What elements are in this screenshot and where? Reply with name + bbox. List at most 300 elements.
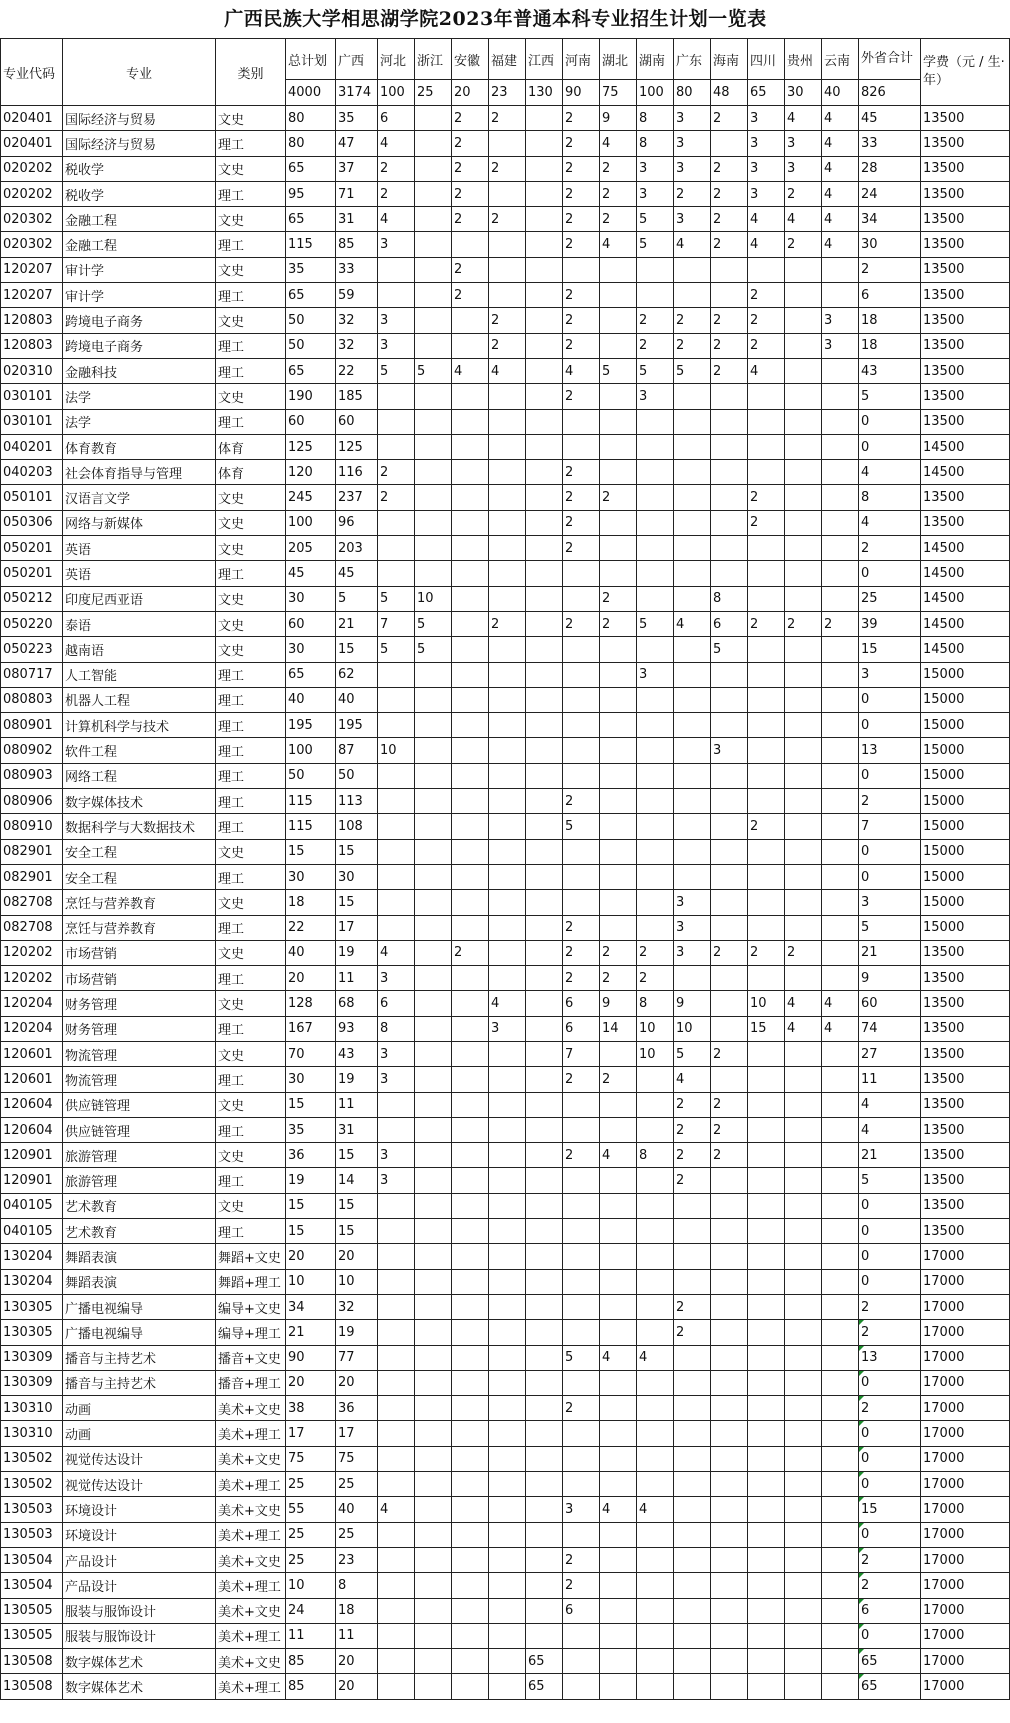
category-cell: 文史 bbox=[216, 586, 286, 611]
plan-count-cell: 3 bbox=[674, 915, 711, 940]
table-row bbox=[1, 257, 1010, 282]
plan-count-cell bbox=[822, 1674, 859, 1699]
plan-count-cell: 4 bbox=[822, 232, 859, 257]
plan-count-cell bbox=[822, 1472, 859, 1497]
category-cell: 美术+文史 bbox=[216, 1598, 286, 1623]
plan-count-cell bbox=[452, 1649, 489, 1674]
plan-count-cell bbox=[822, 536, 859, 561]
major-code-cell: 050101 bbox=[1, 485, 63, 510]
major-name-cell: 机器人工程 bbox=[63, 687, 216, 712]
plan-count-cell bbox=[563, 1674, 600, 1699]
plan-count-cell bbox=[637, 890, 674, 915]
plan-count-cell: 2 bbox=[563, 1573, 600, 1598]
major-name-cell: 视觉传达设计 bbox=[63, 1472, 216, 1497]
plan-count-cell bbox=[378, 1396, 415, 1421]
plan-count-cell bbox=[711, 687, 748, 712]
plan-count-cell bbox=[415, 409, 452, 434]
major-name-cell: 税收学 bbox=[63, 181, 216, 206]
plan-count-cell bbox=[526, 814, 563, 839]
plan-count-cell bbox=[600, 1168, 637, 1193]
table-row bbox=[1, 1623, 1010, 1648]
major-name-cell: 服装与服饰设计 bbox=[63, 1598, 216, 1623]
plan-count-cell: 59 bbox=[336, 283, 378, 308]
plan-count-cell: 2 bbox=[674, 1092, 711, 1117]
table-row bbox=[1, 1472, 1010, 1497]
plan-count-cell bbox=[526, 358, 563, 383]
plan-count-cell: 3 bbox=[378, 333, 415, 358]
fee-cell: 13500 bbox=[921, 1092, 1010, 1117]
major-code-cell: 020310 bbox=[1, 358, 63, 383]
fee-cell: 15000 bbox=[921, 864, 1010, 889]
category-cell: 理工 bbox=[216, 561, 286, 586]
plan-count-cell bbox=[526, 1041, 563, 1066]
plan-count-cell bbox=[748, 1573, 785, 1598]
plan-count-cell bbox=[600, 409, 637, 434]
plan-count-cell: 2 bbox=[378, 485, 415, 510]
plan-count-cell bbox=[526, 308, 563, 333]
major-name-cell: 烹饪与营养教育 bbox=[63, 890, 216, 915]
plan-count-cell: 36 bbox=[286, 1143, 336, 1168]
plan-count-cell: 4 bbox=[378, 207, 415, 232]
plan-count-cell: 3 bbox=[674, 890, 711, 915]
plan-count-cell bbox=[489, 1269, 526, 1294]
plan-count-cell: 14 bbox=[336, 1168, 378, 1193]
plan-count-cell: 125 bbox=[336, 434, 378, 459]
plan-count-cell bbox=[489, 283, 526, 308]
plan-count-cell: 2 bbox=[637, 308, 674, 333]
plan-count-cell bbox=[748, 1269, 785, 1294]
plan-count-cell: 2 bbox=[563, 1396, 600, 1421]
plan-count-cell: 5 bbox=[415, 358, 452, 383]
plan-count-cell: 2 bbox=[674, 333, 711, 358]
category-cell: 文史 bbox=[216, 839, 286, 864]
plan-count-cell bbox=[711, 662, 748, 687]
fee-cell: 13500 bbox=[921, 1193, 1010, 1218]
out-total-cell: 0 bbox=[859, 713, 921, 738]
fee-cell: 13500 bbox=[921, 131, 1010, 156]
table-row bbox=[1, 1269, 1010, 1294]
out-total-cell: 2 bbox=[859, 257, 921, 282]
col-header-province: 浙江 bbox=[415, 39, 452, 80]
plan-count-cell: 2 bbox=[674, 308, 711, 333]
plan-count-cell bbox=[711, 1294, 748, 1319]
out-total-cell: 2 bbox=[859, 1396, 921, 1421]
plan-count-cell: 2 bbox=[563, 156, 600, 181]
plan-count-cell bbox=[452, 1320, 489, 1345]
plan-count-cell: 2 bbox=[674, 1143, 711, 1168]
plan-count-cell: 4 bbox=[637, 1345, 674, 1370]
plan-count-cell: 3 bbox=[748, 106, 785, 131]
major-code-cell: 020202 bbox=[1, 181, 63, 206]
plan-count-cell bbox=[674, 283, 711, 308]
plan-count-cell bbox=[563, 738, 600, 763]
major-name-cell: 审计学 bbox=[63, 257, 216, 282]
out-total-cell: 5 bbox=[859, 384, 921, 409]
plan-count-cell: 2 bbox=[711, 181, 748, 206]
plan-count-cell: 40 bbox=[286, 940, 336, 965]
plan-count-cell: 2 bbox=[452, 207, 489, 232]
plan-count-cell: 4 bbox=[674, 232, 711, 257]
plan-count-cell bbox=[674, 1623, 711, 1648]
table-row bbox=[1, 1244, 1010, 1269]
category-cell: 文史 bbox=[216, 510, 286, 535]
plan-count-cell bbox=[489, 409, 526, 434]
plan-count-cell bbox=[452, 991, 489, 1016]
plan-count-cell: 8 bbox=[637, 991, 674, 1016]
plan-count-cell bbox=[415, 1649, 452, 1674]
plan-count-cell: 80 bbox=[286, 131, 336, 156]
plan-count-cell: 4 bbox=[785, 1016, 822, 1041]
out-total-cell: 0 bbox=[859, 561, 921, 586]
plan-count-cell bbox=[489, 738, 526, 763]
out-total-cell: 2 bbox=[859, 1547, 921, 1572]
category-cell: 美术+理工 bbox=[216, 1421, 286, 1446]
table-row bbox=[1, 611, 1010, 636]
plan-count-cell bbox=[748, 1370, 785, 1395]
major-name-cell: 服装与服饰设计 bbox=[63, 1623, 216, 1648]
plan-count-cell: 45 bbox=[336, 561, 378, 586]
plan-count-cell bbox=[563, 1117, 600, 1142]
plan-count-cell: 2 bbox=[563, 510, 600, 535]
plan-count-cell: 62 bbox=[336, 662, 378, 687]
plan-count-cell: 4 bbox=[489, 358, 526, 383]
category-cell: 文史 bbox=[216, 384, 286, 409]
plan-count-cell bbox=[452, 1446, 489, 1471]
plan-count-cell bbox=[637, 586, 674, 611]
major-code-cell: 082708 bbox=[1, 890, 63, 915]
plan-count-cell bbox=[748, 1244, 785, 1269]
plan-count-cell: 2 bbox=[748, 510, 785, 535]
out-total-cell: 3 bbox=[859, 662, 921, 687]
plan-count-cell bbox=[711, 131, 748, 156]
plan-count-cell bbox=[748, 257, 785, 282]
plan-count-cell bbox=[600, 1092, 637, 1117]
plan-count-cell bbox=[785, 662, 822, 687]
plan-count-cell: 4 bbox=[785, 991, 822, 1016]
plan-count-cell bbox=[526, 940, 563, 965]
plan-count-cell: 2 bbox=[489, 156, 526, 181]
category-cell: 理工 bbox=[216, 713, 286, 738]
plan-count-cell bbox=[600, 687, 637, 712]
col-header-province: 四川 bbox=[748, 39, 785, 80]
major-name-cell: 环境设计 bbox=[63, 1497, 216, 1522]
plan-count-cell: 2 bbox=[563, 207, 600, 232]
plan-count-cell bbox=[711, 536, 748, 561]
fee-cell: 13500 bbox=[921, 940, 1010, 965]
plan-count-cell bbox=[415, 1269, 452, 1294]
plan-count-cell bbox=[822, 1269, 859, 1294]
plan-count-cell bbox=[415, 1219, 452, 1244]
plan-count-cell bbox=[822, 1573, 859, 1598]
plan-count-cell bbox=[415, 1143, 452, 1168]
plan-count-cell bbox=[785, 510, 822, 535]
plan-count-cell: 38 bbox=[286, 1396, 336, 1421]
plan-count-cell bbox=[785, 839, 822, 864]
category-cell: 播音+文史 bbox=[216, 1345, 286, 1370]
plan-count-cell: 9 bbox=[600, 106, 637, 131]
plan-count-cell: 3 bbox=[674, 131, 711, 156]
plan-count-cell bbox=[452, 1294, 489, 1319]
category-cell: 文史 bbox=[216, 1143, 286, 1168]
plan-count-cell bbox=[600, 763, 637, 788]
plan-count-cell: 10 bbox=[637, 1016, 674, 1041]
plan-count-cell bbox=[748, 789, 785, 814]
plan-count-cell: 3 bbox=[711, 738, 748, 763]
plan-count-cell: 75 bbox=[336, 1446, 378, 1471]
major-code-cell: 130309 bbox=[1, 1345, 63, 1370]
plan-count-cell bbox=[711, 966, 748, 991]
fee-cell: 17000 bbox=[921, 1547, 1010, 1572]
fee-cell: 13500 bbox=[921, 991, 1010, 1016]
plan-count-cell: 5 bbox=[378, 637, 415, 662]
plan-count-cell: 15 bbox=[286, 1219, 336, 1244]
plan-count-cell bbox=[637, 257, 674, 282]
major-name-cell: 税收学 bbox=[63, 156, 216, 181]
table-row bbox=[1, 561, 1010, 586]
out-total-cell: 39 bbox=[859, 611, 921, 636]
out-total-cell: 21 bbox=[859, 940, 921, 965]
col-header-total: 总计划 bbox=[286, 39, 336, 80]
plan-count-cell bbox=[822, 814, 859, 839]
fee-cell: 17000 bbox=[921, 1446, 1010, 1471]
plan-count-cell: 2 bbox=[637, 333, 674, 358]
table-row bbox=[1, 207, 1010, 232]
fee-cell: 14500 bbox=[921, 611, 1010, 636]
plan-count-cell: 3 bbox=[378, 1143, 415, 1168]
plan-count-cell bbox=[378, 1269, 415, 1294]
plan-count-cell bbox=[822, 789, 859, 814]
plan-count-cell bbox=[674, 738, 711, 763]
plan-count-cell: 3 bbox=[378, 966, 415, 991]
plan-count-cell bbox=[748, 839, 785, 864]
plan-count-cell: 10 bbox=[637, 1041, 674, 1066]
plan-count-cell bbox=[526, 561, 563, 586]
plan-count-cell bbox=[415, 1472, 452, 1497]
major-name-cell: 法学 bbox=[63, 384, 216, 409]
plan-count-cell: 19 bbox=[336, 1067, 378, 1092]
major-code-cell: 130503 bbox=[1, 1497, 63, 1522]
plan-count-cell: 116 bbox=[336, 460, 378, 485]
plan-count-cell bbox=[822, 1219, 859, 1244]
out-total-cell: 0 bbox=[859, 1219, 921, 1244]
category-cell: 美术+文史 bbox=[216, 1446, 286, 1471]
category-cell: 播音+理工 bbox=[216, 1370, 286, 1395]
plan-count-cell: 4 bbox=[822, 156, 859, 181]
category-cell: 文史 bbox=[216, 106, 286, 131]
plan-count-cell: 2 bbox=[748, 814, 785, 839]
table-row bbox=[1, 358, 1010, 383]
plan-count-cell bbox=[378, 1598, 415, 1623]
out-total-cell: 21 bbox=[859, 1143, 921, 1168]
plan-count-cell bbox=[489, 1067, 526, 1092]
plan-count-cell bbox=[637, 485, 674, 510]
plan-count-cell bbox=[489, 966, 526, 991]
plan-count-cell bbox=[526, 1269, 563, 1294]
plan-count-cell bbox=[748, 409, 785, 434]
plan-count-cell: 120 bbox=[286, 460, 336, 485]
plan-count-cell bbox=[415, 485, 452, 510]
plan-count-cell: 4 bbox=[822, 181, 859, 206]
plan-count-cell bbox=[452, 308, 489, 333]
plan-count-cell bbox=[415, 384, 452, 409]
category-cell: 理工 bbox=[216, 763, 286, 788]
plan-count-cell bbox=[822, 763, 859, 788]
plan-count-cell bbox=[415, 1092, 452, 1117]
major-code-cell: 130505 bbox=[1, 1623, 63, 1648]
plan-count-cell: 4 bbox=[748, 358, 785, 383]
plan-count-cell: 22 bbox=[336, 358, 378, 383]
out-total-cell: 8 bbox=[859, 485, 921, 510]
category-cell: 体育 bbox=[216, 434, 286, 459]
plan-count-cell bbox=[785, 460, 822, 485]
plan-count-cell: 11 bbox=[286, 1623, 336, 1648]
plan-count-cell bbox=[489, 1623, 526, 1648]
plan-count-cell: 3 bbox=[378, 1041, 415, 1066]
plan-count-cell bbox=[526, 687, 563, 712]
major-name-cell: 跨境电子商务 bbox=[63, 333, 216, 358]
plan-count-cell bbox=[748, 1041, 785, 1066]
table-row bbox=[1, 1294, 1010, 1319]
plan-count-cell bbox=[415, 915, 452, 940]
plan-count-cell bbox=[711, 1421, 748, 1446]
fee-cell: 17000 bbox=[921, 1497, 1010, 1522]
fee-cell: 15000 bbox=[921, 789, 1010, 814]
plan-count-cell: 17 bbox=[286, 1421, 336, 1446]
plan-count-cell bbox=[563, 713, 600, 738]
fee-cell: 17000 bbox=[921, 1573, 1010, 1598]
major-code-cell: 050306 bbox=[1, 510, 63, 535]
plan-count-cell: 20 bbox=[336, 1244, 378, 1269]
plan-count-cell bbox=[415, 763, 452, 788]
plan-count-cell bbox=[600, 915, 637, 940]
major-code-cell: 020202 bbox=[1, 156, 63, 181]
fee-cell: 13500 bbox=[921, 384, 1010, 409]
plan-count-cell: 15 bbox=[748, 1016, 785, 1041]
major-name-cell: 舞蹈表演 bbox=[63, 1244, 216, 1269]
plan-count-cell bbox=[489, 232, 526, 257]
plan-count-cell bbox=[563, 890, 600, 915]
major-code-cell: 130204 bbox=[1, 1269, 63, 1294]
plan-count-cell: 3 bbox=[748, 156, 785, 181]
plan-count-cell bbox=[452, 561, 489, 586]
plan-count-cell: 68 bbox=[336, 991, 378, 1016]
plan-count-cell bbox=[785, 536, 822, 561]
fee-cell: 13500 bbox=[921, 1067, 1010, 1092]
major-code-cell: 120803 bbox=[1, 308, 63, 333]
plan-count-cell bbox=[637, 283, 674, 308]
plan-count-cell bbox=[563, 662, 600, 687]
plan-count-cell: 80 bbox=[286, 106, 336, 131]
plan-count-cell bbox=[563, 1522, 600, 1547]
col-header-province: 江西 bbox=[526, 39, 563, 80]
plan-count-cell bbox=[489, 485, 526, 510]
plan-count-cell bbox=[526, 1168, 563, 1193]
col-header-category: 类别 bbox=[216, 39, 286, 106]
plan-count-cell bbox=[674, 1446, 711, 1471]
plan-count-cell: 2 bbox=[563, 460, 600, 485]
plan-count-cell: 185 bbox=[336, 384, 378, 409]
plan-count-cell bbox=[415, 434, 452, 459]
major-code-cell: 120803 bbox=[1, 333, 63, 358]
plan-count-cell bbox=[711, 1193, 748, 1218]
fee-cell: 17000 bbox=[921, 1649, 1010, 1674]
major-name-cell: 财务管理 bbox=[63, 991, 216, 1016]
col-header-province: 湖北 bbox=[600, 39, 637, 80]
plan-count-cell: 4 bbox=[600, 1497, 637, 1522]
plan-count-cell: 5 bbox=[637, 207, 674, 232]
out-total-cell: 0 bbox=[859, 839, 921, 864]
plan-count-cell bbox=[452, 1547, 489, 1572]
plan-count-cell bbox=[785, 1573, 822, 1598]
plan-count-cell bbox=[452, 611, 489, 636]
plan-count-cell bbox=[822, 1446, 859, 1471]
out-total-cell: 25 bbox=[859, 586, 921, 611]
fee-cell: 17000 bbox=[921, 1294, 1010, 1319]
plan-count-cell: 3 bbox=[785, 156, 822, 181]
category-cell: 文史 bbox=[216, 257, 286, 282]
plan-count-cell bbox=[600, 1573, 637, 1598]
plan-count-cell bbox=[415, 1294, 452, 1319]
category-cell: 理工 bbox=[216, 1219, 286, 1244]
out-total-cell: 0 bbox=[859, 687, 921, 712]
plan-count-cell: 3 bbox=[637, 662, 674, 687]
plan-count-cell bbox=[415, 1345, 452, 1370]
plan-count-cell bbox=[526, 106, 563, 131]
plan-count-cell bbox=[711, 510, 748, 535]
plan-count-cell bbox=[415, 1117, 452, 1142]
plan-count-cell: 5 bbox=[600, 358, 637, 383]
category-cell: 理工 bbox=[216, 662, 286, 687]
category-cell: 文史 bbox=[216, 940, 286, 965]
plan-count-cell: 40 bbox=[286, 687, 336, 712]
plan-count-cell: 4 bbox=[563, 358, 600, 383]
major-name-cell: 国际经济与贸易 bbox=[63, 106, 216, 131]
plan-count-cell bbox=[822, 1345, 859, 1370]
plan-count-cell bbox=[674, 1522, 711, 1547]
plan-count-cell bbox=[600, 1421, 637, 1446]
plan-count-cell bbox=[674, 586, 711, 611]
plan-count-cell bbox=[822, 1497, 859, 1522]
plan-count-cell: 3 bbox=[748, 131, 785, 156]
plan-count-cell bbox=[674, 1244, 711, 1269]
plan-count-cell bbox=[415, 940, 452, 965]
plan-count-cell: 7 bbox=[378, 611, 415, 636]
plan-count-cell bbox=[452, 713, 489, 738]
plan-count-cell bbox=[674, 384, 711, 409]
plan-count-cell bbox=[822, 460, 859, 485]
plan-count-cell bbox=[600, 510, 637, 535]
category-cell: 文史 bbox=[216, 1193, 286, 1218]
table-row bbox=[1, 940, 1010, 965]
category-cell: 美术+文史 bbox=[216, 1649, 286, 1674]
plan-count-cell bbox=[489, 1345, 526, 1370]
plan-count-cell bbox=[489, 460, 526, 485]
plan-count-cell bbox=[415, 890, 452, 915]
plan-count-cell bbox=[526, 1598, 563, 1623]
plan-count-cell bbox=[785, 561, 822, 586]
plan-count-cell bbox=[563, 1269, 600, 1294]
plan-count-cell: 2 bbox=[711, 1143, 748, 1168]
fee-cell: 17000 bbox=[921, 1269, 1010, 1294]
plan-count-cell bbox=[452, 586, 489, 611]
plan-count-cell bbox=[489, 789, 526, 814]
plan-count-cell bbox=[526, 662, 563, 687]
major-name-cell: 旅游管理 bbox=[63, 1168, 216, 1193]
category-cell: 文史 bbox=[216, 207, 286, 232]
plan-count-cell bbox=[748, 637, 785, 662]
plan-count-cell: 17 bbox=[336, 915, 378, 940]
plan-count-cell: 2 bbox=[711, 232, 748, 257]
